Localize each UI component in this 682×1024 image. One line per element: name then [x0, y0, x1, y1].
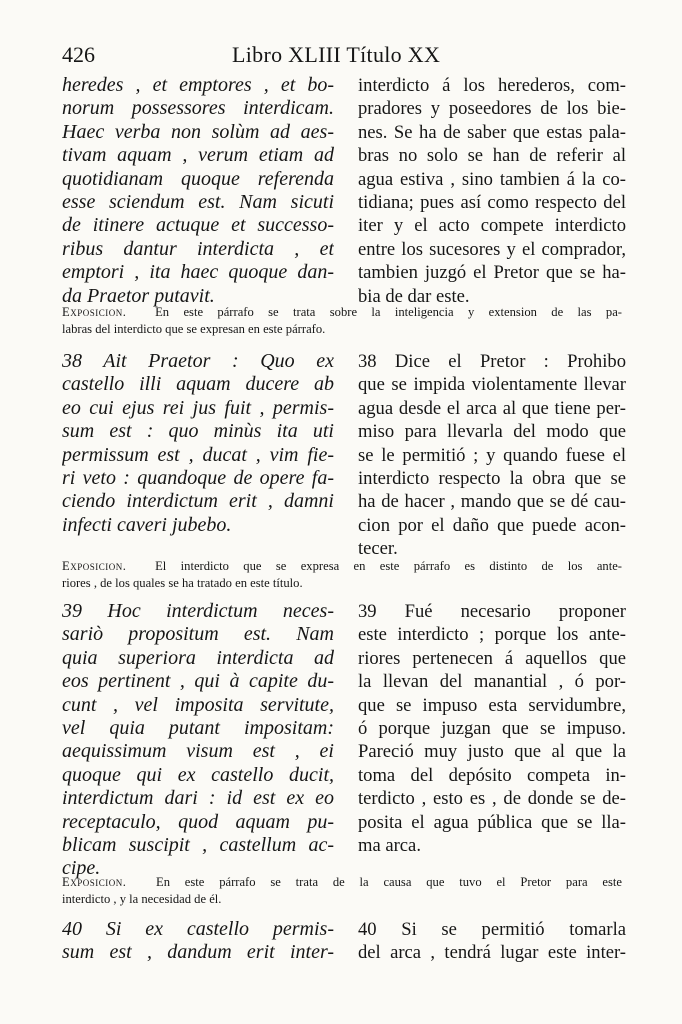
latin-line: da Praetor putavit.: [62, 284, 215, 307]
spanish-line: tidiana; pues así como respecto del: [358, 192, 626, 214]
latin-line: cipe.: [62, 857, 101, 880]
running-title: Libro XLIII Título XX: [232, 42, 441, 67]
section-paragraph-37-end: [62, 74, 626, 344]
exposition-label: Exposicion.: [62, 305, 127, 319]
latin-line: sum est : quo minùs ita uti: [62, 420, 334, 443]
exposition-line: [62, 304, 622, 321]
spanish-line: posita el agua pública que se lla-: [358, 811, 626, 833]
latin-line: sariò propositum est. Nam: [62, 623, 334, 646]
spanish-column: [358, 74, 626, 308]
spanish-line: que se impuso esta servidumbre,: [358, 694, 626, 716]
page-number: 426: [62, 42, 95, 67]
latin-line: quotidianam quoque referenda: [62, 167, 334, 190]
latin-line: norum possessores interdicam.: [62, 97, 334, 120]
latin-line: heredes , et emptores , et bo-: [62, 74, 334, 96]
latin-column: [62, 600, 334, 881]
latin-line: ri veto : quandoque de opere fa-: [62, 467, 334, 490]
spanish-column: [358, 350, 626, 561]
exposition-text: El interdicto que se expresa en este párrafo es distinto de los ante-: [155, 559, 622, 573]
latin-line: ciendo interdictum erit , damni: [62, 490, 334, 513]
latin-column: [62, 918, 334, 965]
exposition-label: Exposicion.: [62, 875, 127, 889]
spanish-line: interdicto á los herederos, com-: [358, 75, 626, 96]
latin-line: 40 Si ex castello permis-: [62, 918, 334, 940]
spanish-line: pradores y poseedores de los bie-: [358, 98, 626, 120]
latin-line: receptaculo, quod aquam pu-: [62, 810, 334, 833]
exposition-note: [62, 558, 622, 592]
latin-line: Haec verba non solùm ad aes-: [62, 120, 334, 143]
spanish-line: cion por el daño que puede acon-: [358, 514, 626, 536]
latin-line: ribus dantur interdicta , et: [62, 237, 334, 260]
latin-line: permissum est , ducat , vim fie-: [62, 443, 334, 466]
section-paragraph-38: [62, 350, 626, 590]
spanish-line: 39 Fué necesario proponer: [358, 601, 626, 622]
latin-line: blicam suscipit , castellum ac-: [62, 834, 334, 857]
latin-line: eo cui ejus rei jus fuit , permis-: [62, 396, 334, 419]
exposition-line: [62, 558, 622, 575]
spanish-line: toma del depósito competa in-: [358, 764, 626, 786]
latin-line: eos pertinent , qui à capite du-: [62, 670, 334, 693]
latin-line: castello illi aquam ducere ab: [62, 373, 334, 396]
latin-line: de itinere actuque et successo-: [62, 214, 334, 237]
spanish-line: ma arca.: [358, 835, 421, 857]
spanish-line: Pareció muy justo que al que la: [358, 741, 626, 763]
spanish-line: ó porque juzgan que se impuso.: [358, 718, 626, 740]
exposition-line: riores , de los quales se ha tratado en este título.: [62, 576, 303, 590]
spanish-line: tecer.: [358, 538, 398, 560]
latin-line: esse sciendum est. Nam sicuti: [62, 191, 334, 214]
spanish-line: tambien juzgó el Pretor que se ha-: [358, 262, 626, 284]
latin-line: vel quia putant impositam:: [62, 717, 334, 740]
spanish-line: 40 Si se permitió tomarla: [358, 919, 626, 940]
page-header: [62, 40, 622, 74]
latin-line: cunt , vel imposita servitute,: [62, 693, 334, 716]
spanish-line: nes. Se ha de saber que estas pala-: [358, 121, 626, 143]
spanish-line: que se impida violentamente llevar: [358, 374, 626, 396]
latin-column: [62, 350, 334, 537]
latin-line: sum est , dandum erit inter-: [62, 941, 334, 964]
exposition-line: labras del interdicto que se expresan en este párrafo.: [62, 322, 326, 336]
latin-line: tivam aquam , verum etiam ad: [62, 144, 334, 167]
exposition-note: [62, 874, 622, 908]
spanish-line: bia de dar este.: [358, 285, 470, 307]
spanish-line: terdicto , esto es , de donde se de-: [358, 788, 626, 810]
spanish-line: del arca , tendrá lugar este inter-: [358, 942, 626, 964]
latin-line: emptori , ita haec quoque dan-: [62, 261, 334, 284]
exposition-line: interdicto , y la necesidad de él.: [62, 892, 222, 906]
spanish-line: se le permitió ; y quando fuese el: [358, 444, 626, 466]
latin-line: interdictum dari : id est ex eo: [62, 787, 334, 810]
latin-line: infecti caveri jubebo.: [62, 513, 232, 536]
exposition-note: [62, 304, 622, 338]
section-paragraph-40: [62, 918, 626, 978]
latin-line: quia superiora interdicta ad: [62, 646, 334, 669]
latin-line: quoque qui ex castello ducit,: [62, 763, 334, 786]
spanish-line: agua estiva , sino tambien á la co-: [358, 168, 626, 190]
spanish-line: agua desde el arca al que tiene per-: [358, 397, 626, 419]
latin-column: [62, 74, 334, 308]
section-paragraph-39: [62, 600, 626, 910]
spanish-line: este interdicto ; porque los ante-: [358, 624, 626, 646]
spanish-line: iter y el acto compete interdicto: [358, 215, 626, 237]
spanish-line: bras no solo se han de referir al: [358, 145, 626, 167]
spanish-line: interdicto respecto la obra que se: [358, 468, 626, 490]
exposition-text: En este párrafo se trata de la causa que tuvo el Pretor para este: [156, 875, 622, 889]
spanish-line: entre los sucesores y el comprador,: [358, 238, 626, 260]
spanish-column: [358, 600, 626, 857]
exposition-text: En este párrafo se trata sobre la inteligencia y extension de las pa-: [155, 305, 622, 319]
latin-line: aequissimum visum est , ei: [62, 740, 334, 763]
spanish-column: [358, 918, 626, 965]
exposition-label: Exposicion.: [62, 559, 127, 573]
spanish-line: 38 Dice el Pretor : Prohibo: [358, 351, 626, 372]
latin-line: 38 Ait Praetor : Quo ex: [62, 350, 334, 372]
exposition-line: [62, 874, 622, 891]
latin-line: 39 Hoc interdictum neces-: [62, 600, 334, 622]
spanish-line: miso para llevarla del modo que: [358, 421, 626, 443]
spanish-line: ha de hacer , mando que se dé cau-: [358, 491, 626, 513]
spanish-line: riores pertenecen á aquellos que: [358, 647, 626, 669]
spanish-line: la llevan del manantial , ó por-: [358, 671, 626, 693]
